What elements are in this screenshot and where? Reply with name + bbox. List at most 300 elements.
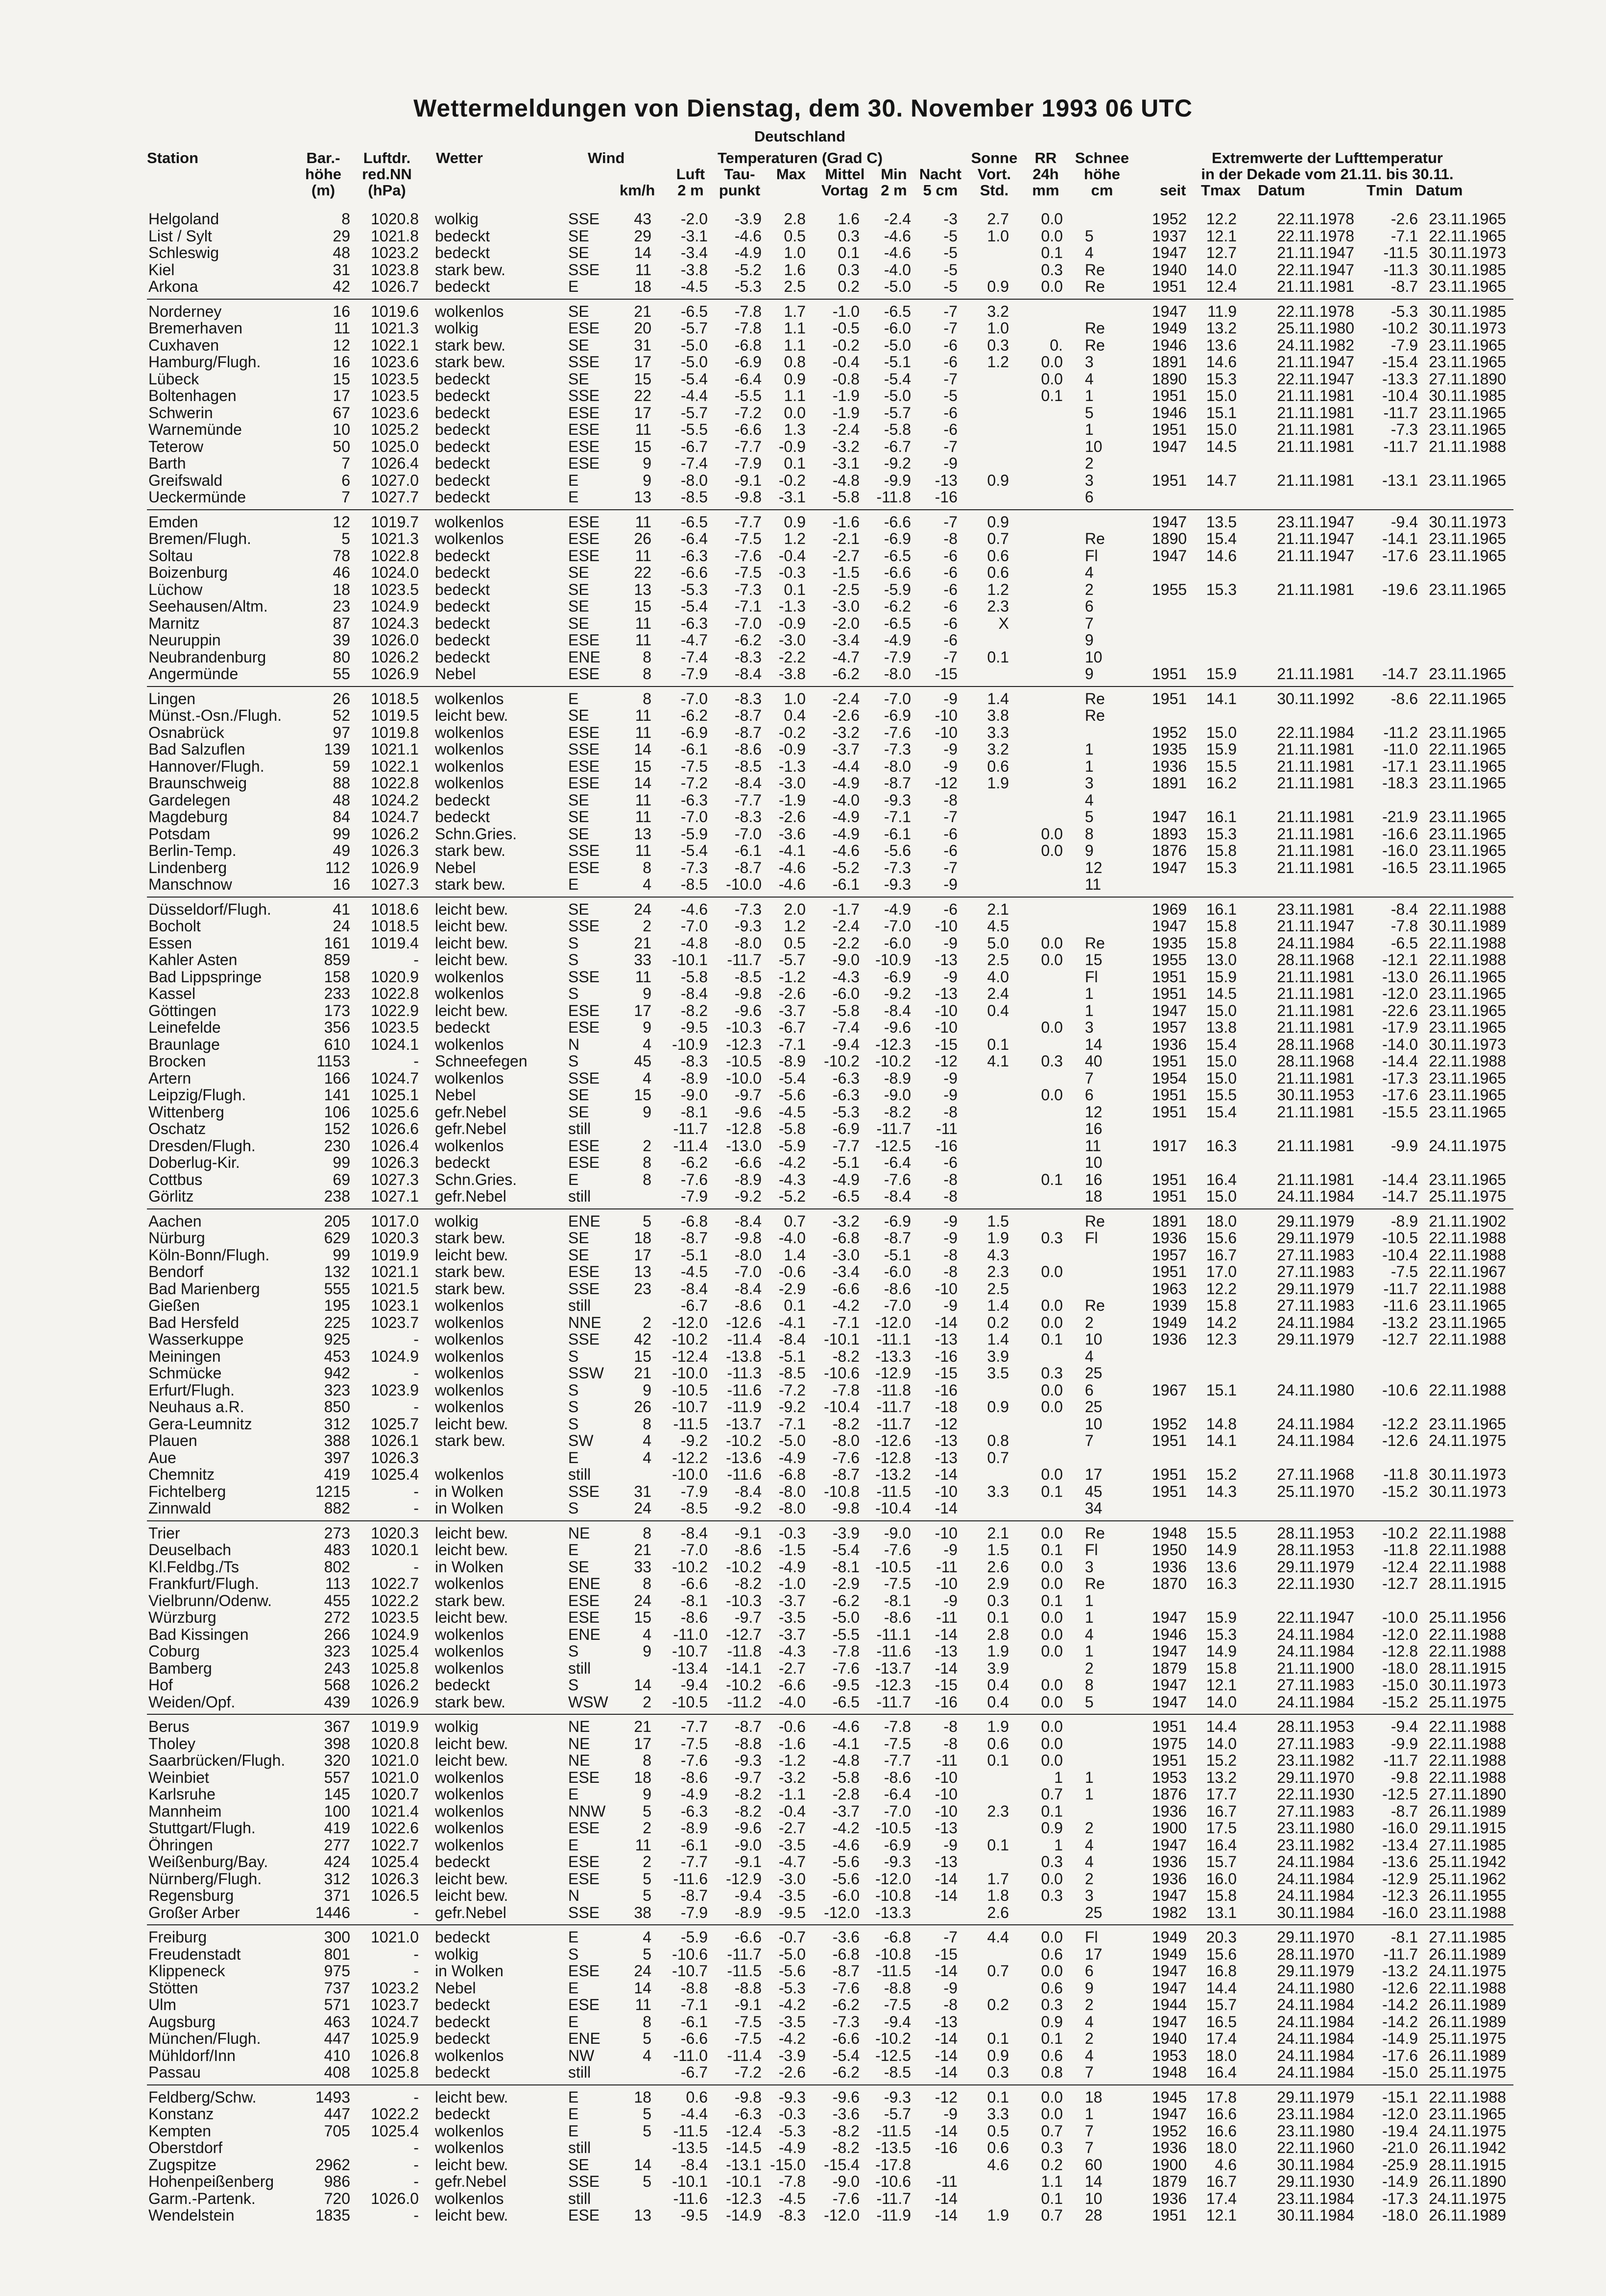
- cell-sonne-std: 2.6: [987, 1558, 1009, 1576]
- cell-luft-2m: -13.5: [672, 2139, 708, 2156]
- cell-rr-mm: [1021, 901, 1063, 918]
- cell-taupunkt: -12.4: [726, 2122, 762, 2140]
- cell-tmin: -15.0: [1382, 2063, 1418, 2081]
- cell-wind-richtung: NE: [568, 1752, 590, 1769]
- cell-bar-hoehe: 99: [333, 1154, 350, 1171]
- cell-wetter: leicht bew.: [435, 1734, 508, 1752]
- cell-sonne-std: 2.1: [987, 900, 1009, 918]
- cell-luftdruck: 1026.9: [371, 858, 419, 876]
- cell-tmin: [1357, 1500, 1418, 1516]
- cell-min-2m: -7.3: [884, 858, 911, 876]
- cell-wetter: gefr.Nebel: [435, 1187, 506, 1205]
- cell-seit: 1947: [1152, 917, 1187, 935]
- table-row: [0, 724, 1606, 741]
- cell-wind-richtung: E: [568, 2122, 579, 2140]
- cell-luftdruck: 1024.2: [371, 791, 419, 809]
- cell-max: -4.1: [778, 1313, 806, 1331]
- table-row: [0, 581, 1606, 598]
- cell-wind-richtung: SE: [568, 1558, 589, 1576]
- cell-wind-richtung: SSE: [568, 260, 600, 279]
- cell-mittel-vortag: -7.6: [832, 1979, 860, 1997]
- cell-tmin: [1357, 1348, 1418, 1365]
- cell-seit: 1948: [1152, 2063, 1187, 2081]
- cell-nacht-5cm: -14: [935, 2206, 958, 2224]
- cell-wind-richtung: S: [568, 1676, 579, 1694]
- cell-luftdruck: 1021.0: [371, 1768, 419, 1786]
- cell-tmax: [1195, 455, 1237, 472]
- cell-max: -4.5: [778, 1103, 806, 1121]
- table-row: [0, 1677, 1606, 1693]
- cell-wind-kmh: 18: [634, 278, 651, 295]
- cell-bar-hoehe: 850: [324, 1398, 350, 1416]
- cell-sonne-std: [967, 438, 1009, 455]
- cell-bar-hoehe: 859: [324, 951, 350, 969]
- table-row: [0, 1525, 1606, 1541]
- cell-mittel-vortag: -0.4: [832, 353, 860, 371]
- cell-luftdruck: 1021.4: [371, 1802, 419, 1820]
- cell-bar-hoehe: 571: [324, 1996, 350, 2013]
- cell-rr-mm: [1021, 1070, 1063, 1087]
- cell-schnee-cm: 2: [1085, 1870, 1094, 1888]
- cell-taupunkt: -8.8: [734, 1734, 762, 1752]
- cell-luftdruck: 1020.9: [371, 968, 419, 986]
- cell-luft-2m: -6.7: [680, 2063, 708, 2081]
- cell-sonne-std: [967, 665, 1009, 682]
- cell-schnee-cm: 2: [1085, 580, 1094, 598]
- cell-wind-kmh: 9: [643, 1381, 651, 1399]
- cell-seit: 1957: [1152, 1018, 1187, 1036]
- cell-luftdruck: 1022.8: [371, 546, 419, 565]
- cell-sonne-std: [967, 632, 1009, 648]
- header-mittel: Mittel Vortag: [821, 166, 868, 199]
- cell-datum-max: [1244, 792, 1354, 808]
- cell-max: -0.2: [778, 471, 806, 489]
- cell-min-2m: -13.2: [875, 1466, 911, 1483]
- cell-wind-kmh: 20: [634, 319, 651, 337]
- cell-wind-kmh: 33: [634, 1558, 651, 1576]
- cell-mittel-vortag: -10.2: [824, 1052, 860, 1070]
- cell-taupunkt: -8.4: [734, 774, 762, 792]
- cell-sonne-std: 2.9: [987, 1575, 1009, 1592]
- cell-bar-hoehe: 720: [324, 2189, 350, 2207]
- cell-nacht-5cm: -14: [935, 2063, 958, 2081]
- cell-taupunkt: -7.2: [734, 2063, 762, 2081]
- cell-sonne-std: [967, 842, 1009, 859]
- cell-luft-2m: -6.2: [680, 707, 708, 724]
- cell-mittel-vortag: -2.4: [832, 421, 860, 438]
- cell-station: Ueckermünde: [148, 488, 246, 506]
- cell-taupunkt: -7.5: [734, 564, 762, 581]
- header-datum-max: Datum: [1258, 182, 1305, 199]
- cell-tmax: 15.0: [1206, 421, 1237, 438]
- cell-tmin: -18.0: [1382, 1659, 1418, 1677]
- cell-rr-mm: 0.1: [1041, 1591, 1063, 1610]
- table-row: [0, 876, 1606, 893]
- cell-tmax: [1195, 632, 1237, 648]
- cell-min-2m: -12.9: [875, 1364, 911, 1382]
- cell-bar-hoehe: 16: [333, 302, 350, 320]
- cell-max: 2.8: [784, 210, 806, 228]
- cell-tmin: -15.2: [1382, 1482, 1418, 1500]
- cell-wind-kmh: [615, 1660, 651, 1677]
- cell-bar-hoehe: 320: [324, 1752, 350, 1769]
- cell-tmin: -19.6: [1382, 580, 1418, 598]
- cell-min-2m: -11.7: [876, 1693, 911, 1711]
- cell-luft-2m: -5.9: [680, 1928, 708, 1946]
- cell-nacht-5cm: -10: [935, 1001, 958, 1019]
- cell-datum-max: 21.11.1981: [1277, 1001, 1354, 1019]
- cell-wind-richtung: SSE: [568, 842, 600, 859]
- cell-wind-kmh: 11: [635, 1996, 651, 2013]
- cell-nacht-5cm: -8: [943, 1734, 958, 1752]
- cell-sonne-std: [967, 876, 1009, 893]
- cell-datum-min: 23.11.1965: [1429, 546, 1506, 565]
- cell-max: -8.0: [778, 1499, 806, 1517]
- cell-station: Neuruppin: [148, 631, 221, 649]
- cell-luftdruck: 1025.8: [371, 1659, 419, 1677]
- cell-sonne-std: 2.5: [987, 951, 1009, 969]
- header-temperaturen: Temperaturen (Grad C): [718, 149, 883, 166]
- cell-datum-max: 24.11.1980: [1277, 1979, 1354, 1997]
- cell-datum-max: 21.11.1981: [1277, 757, 1354, 775]
- table-row: [0, 1466, 1606, 1483]
- cell-rr-mm: 0.3: [1041, 1052, 1063, 1070]
- cell-datum-max: 21.11.1981: [1277, 580, 1354, 598]
- cell-seit: 1952: [1152, 1415, 1187, 1433]
- cell-taupunkt: -5.2: [734, 260, 762, 279]
- cell-tmax: 16.7: [1206, 2173, 1237, 2190]
- cell-tmax: [1195, 1592, 1237, 1609]
- cell-station: Nürnberg/Flugh.: [148, 1870, 262, 1888]
- cell-nacht-5cm: -10: [935, 707, 958, 724]
- cell-schnee-cm: 7: [1085, 614, 1094, 632]
- cell-tmax: 14.2: [1206, 1313, 1237, 1331]
- cell-sonne-std: 3.9: [987, 1659, 1009, 1677]
- cell-tmin: -12.8: [1382, 1642, 1418, 1660]
- cell-wind-richtung: still: [568, 1120, 591, 1137]
- cell-max: 0.5: [784, 934, 806, 952]
- table-row: [0, 842, 1606, 859]
- cell-wind-richtung: ESE: [568, 1154, 600, 1171]
- cell-taupunkt: -9.8: [734, 2088, 762, 2106]
- cell-tmax: 17.8: [1206, 2088, 1237, 2106]
- cell-sonne-std: 2.8: [987, 1625, 1009, 1643]
- cell-taupunkt: -9.0: [734, 1836, 762, 1854]
- cell-wind-richtung: WSW: [568, 1693, 608, 1711]
- cell-rr-mm: [1021, 724, 1063, 741]
- cell-seit: 1947: [1152, 1609, 1187, 1626]
- cell-min-2m: -13.5: [875, 2139, 911, 2156]
- cell-bar-hoehe: 1446: [315, 1903, 350, 1921]
- cell-wetter: in Wolken: [435, 1499, 503, 1517]
- cell-taupunkt: -14.5: [726, 2139, 762, 2156]
- cell-wetter: bedeckt: [435, 580, 490, 598]
- cell-min-2m: -6.4: [884, 1785, 911, 1803]
- cell-mittel-vortag: -3.4: [832, 1263, 860, 1280]
- cell-tmin: -14.9: [1382, 2030, 1418, 2047]
- cell-wind-richtung: ESE: [568, 513, 600, 531]
- cell-mittel-vortag: -2.6: [832, 707, 860, 724]
- cell-max: 0.5: [784, 227, 806, 245]
- cell-sonne-std: 1.2: [987, 353, 1009, 371]
- cell-taupunkt: -12.7: [726, 1625, 762, 1643]
- cell-nacht-5cm: -11: [936, 2173, 958, 2190]
- cell-datum-min: 23.11.1965: [1429, 723, 1506, 741]
- cell-wetter: wolkenlos: [435, 1466, 504, 1483]
- cell-nacht-5cm: -16: [935, 2139, 958, 2156]
- cell-wetter: stark bew.: [435, 1263, 506, 1280]
- cell-station: Nürburg: [148, 1229, 205, 1247]
- cell-mittel-vortag: -4.6: [832, 1836, 860, 1854]
- cell-wind-kmh: 5: [643, 1887, 651, 1904]
- cell-wind-richtung: SE: [568, 1086, 589, 1104]
- cell-luftdruck: 1019.7: [371, 513, 419, 531]
- cell-station: Stuttgart/Flugh.: [148, 1819, 256, 1837]
- cell-seit: 1948: [1152, 1524, 1187, 1542]
- table-row: [0, 1820, 1606, 1836]
- cell-luft-2m: -8.6: [680, 1768, 708, 1786]
- cell-tmin: [1357, 1592, 1418, 1609]
- cell-tmax: 15.5: [1206, 757, 1237, 775]
- cell-max: -2.7: [778, 1819, 806, 1837]
- cell-nacht-5cm: -18: [935, 1398, 958, 1416]
- cell-taupunkt: -9.1: [734, 1996, 762, 2013]
- cell-min-2m: -6.0: [884, 319, 911, 337]
- cell-luft-2m: -5.8: [680, 968, 708, 986]
- cell-wind-richtung: S: [568, 1347, 579, 1365]
- cell-tmax: 15.6: [1206, 1229, 1237, 1247]
- cell-datum-min: 26.11.1890: [1429, 2173, 1506, 2190]
- cell-tmin: -8.7: [1390, 278, 1418, 295]
- cell-schnee-cm: [1085, 901, 1134, 918]
- cell-station: Bendorf: [148, 1263, 204, 1280]
- cell-wind-kmh: 8: [643, 1154, 651, 1171]
- cell-tmin: -9.9: [1390, 1136, 1418, 1155]
- cell-datum-max: 24.11.1984: [1277, 1996, 1354, 2013]
- cell-datum-min: 23.11.1965: [1429, 1170, 1506, 1188]
- cell-max: 1.1: [784, 319, 806, 337]
- cell-luftdruck: 1026.6: [371, 1120, 419, 1137]
- cell-sonne-std: 0.1: [987, 2088, 1009, 2106]
- cell-tmax: [1195, 1120, 1237, 1137]
- table-row: [0, 808, 1606, 825]
- cell-datum-max: 24.11.1984: [1277, 1313, 1354, 1331]
- cell-seit: 1935: [1152, 740, 1187, 758]
- cell-station: Mannheim: [148, 1802, 222, 1820]
- cell-tmin: -16.0: [1382, 842, 1418, 859]
- cell-sonne-std: 2.4: [987, 985, 1009, 1002]
- cell-tmax: 16.1: [1206, 900, 1237, 918]
- cell-bar-hoehe: 113: [325, 1575, 350, 1592]
- cell-nacht-5cm: -8: [943, 1996, 958, 2013]
- cell-tmin: -14.1: [1382, 530, 1418, 547]
- cell-taupunkt: -7.1: [734, 597, 762, 615]
- cell-nacht-5cm: -15: [935, 1676, 958, 1694]
- cell-luft-2m: -5.7: [680, 319, 708, 337]
- cell-sonne-std: 1.9: [987, 2206, 1009, 2224]
- cell-schnee-cm: 1: [1085, 1768, 1094, 1786]
- cell-rr-mm: 0.9: [1041, 2012, 1063, 2031]
- cell-seit: 1936: [1152, 1558, 1187, 1576]
- cell-datum-min: 23.11.1965: [1429, 471, 1506, 489]
- cell-tmax: [1195, 649, 1237, 665]
- cell-mittel-vortag: -10.8: [824, 1482, 860, 1500]
- cell-tmin: -12.6: [1382, 1432, 1418, 1449]
- table-row: [0, 1348, 1606, 1365]
- cell-nacht-5cm: -3: [943, 210, 958, 228]
- cell-nacht-5cm: -8: [943, 1246, 958, 1264]
- cell-luft-2m: -4.4: [680, 2105, 708, 2123]
- cell-tmin: -12.4: [1382, 1558, 1418, 1576]
- cell-wetter: Schn.Gries.: [435, 825, 517, 843]
- cell-luftdruck: 1027.1: [371, 1187, 419, 1205]
- cell-rr-mm: [1021, 1660, 1063, 1677]
- cell-tmin: -11.8: [1383, 1466, 1418, 1483]
- cell-mittel-vortag: -5.1: [832, 1154, 860, 1171]
- table-row: [0, 1053, 1606, 1069]
- cell-rr-mm: [1021, 775, 1063, 791]
- cell-station: Kassel: [148, 985, 196, 1002]
- cell-wetter: wolkenlos: [435, 1625, 504, 1643]
- table-row: [0, 985, 1606, 1002]
- cell-min-2m: -6.5: [884, 614, 911, 632]
- cell-bar-hoehe: 1153: [316, 1052, 350, 1070]
- cell-station: Dresden/Flugh.: [148, 1136, 256, 1155]
- cell-datum-max: 21.11.1981: [1277, 842, 1354, 859]
- cell-mittel-vortag: -5.5: [832, 1625, 860, 1643]
- cell-mittel-vortag: -9.8: [832, 1499, 860, 1517]
- cell-schnee-cm: 3: [1085, 1018, 1094, 1036]
- cell-bar-hoehe: 106: [324, 1103, 350, 1121]
- cell-mittel-vortag: -8.2: [832, 2122, 860, 2140]
- cell-tmin: -5.3: [1390, 302, 1418, 320]
- cell-datum-min: 22.11.1988: [1429, 1734, 1506, 1752]
- cell-mittel-vortag: 0.1: [838, 244, 860, 261]
- cell-wetter: bedeckt: [435, 564, 490, 581]
- cell-schnee-cm: 1: [1085, 740, 1094, 758]
- cell-datum-min: 23.11.1965: [1429, 580, 1506, 598]
- cell-seit: 1947: [1152, 858, 1187, 876]
- cell-station: Vielbrunn/Odenw.: [148, 1591, 272, 1610]
- cell-min-2m: -7.8: [884, 1718, 911, 1735]
- cell-wetter: Nebel: [435, 665, 476, 683]
- cell-sonne-std: [967, 455, 1009, 472]
- cell-mittel-vortag: -3.2: [832, 723, 860, 741]
- cell-wind-kmh: 38: [634, 1903, 651, 1921]
- cell-tmin: -10.6: [1382, 1381, 1418, 1399]
- cell-mittel-vortag: -2.7: [832, 546, 860, 565]
- cell-schnee-cm: 9: [1085, 665, 1094, 683]
- cell-tmin: [1357, 615, 1418, 632]
- cell-wind-richtung: ESE: [568, 437, 600, 455]
- cell-luftdruck: 1018.5: [371, 689, 419, 708]
- cell-bar-hoehe: 557: [324, 1768, 350, 1786]
- cell-taupunkt: -9.3: [734, 917, 762, 935]
- cell-luft-2m: -8.0: [680, 471, 708, 489]
- cell-rr-mm: [1021, 581, 1063, 598]
- cell-tmax: 14.0: [1206, 1693, 1237, 1711]
- cell-wind-richtung: S: [568, 1499, 579, 1517]
- cell-taupunkt: -11.4: [727, 1330, 762, 1348]
- cell-bar-hoehe: 801: [324, 1945, 350, 1963]
- cell-bar-hoehe: 67: [333, 403, 350, 422]
- cell-luft-2m: -7.9: [680, 1187, 708, 1205]
- cell-seit: 1951: [1152, 689, 1187, 708]
- cell-luft-2m: -6.4: [680, 530, 708, 547]
- cell-mittel-vortag: -6.2: [832, 665, 860, 683]
- cell-bar-hoehe: 97: [333, 723, 350, 741]
- cell-min-2m: -12.5: [875, 2046, 911, 2064]
- cell-rr-mm: 0.6: [1041, 1979, 1063, 1997]
- cell-rr-mm: [1021, 1036, 1063, 1053]
- cell-tmax: 17.0: [1206, 1263, 1237, 1280]
- cell-mittel-vortag: -0.8: [832, 370, 860, 388]
- cell-wind-richtung: SE: [568, 825, 589, 843]
- cell-bar-hoehe: 161: [324, 934, 350, 952]
- cell-tmin: -10.4: [1382, 1246, 1418, 1264]
- cell-luft-2m: -6.9: [680, 723, 708, 741]
- cell-sonne-std: X: [998, 614, 1009, 632]
- cell-mittel-vortag: -7.6: [832, 2189, 860, 2207]
- cell-nacht-5cm: -14: [935, 1887, 958, 1904]
- cell-mittel-vortag: -6.5: [832, 1187, 860, 1205]
- cell-station: Manschnow: [148, 876, 232, 893]
- cell-taupunkt: -8.7: [734, 1718, 762, 1735]
- cell-tmin: -15.5: [1382, 1103, 1418, 1121]
- cell-bar-hoehe: 447: [324, 2030, 350, 2047]
- cell-tmax: 16.2: [1206, 774, 1237, 792]
- cell-datum-min: 22.11.1988: [1429, 900, 1506, 918]
- cell-taupunkt: -13.7: [726, 1415, 762, 1433]
- cell-rr-mm: [1021, 1449, 1063, 1466]
- cell-schnee-cm: 7: [1085, 1069, 1094, 1087]
- cell-luft-2m: -12.0: [672, 1313, 708, 1331]
- cell-nacht-5cm: -14: [935, 1466, 958, 1483]
- cell-max: -0.3: [778, 564, 806, 581]
- cell-schnee-cm: Re: [1085, 336, 1105, 354]
- cell-min-2m: -8.7: [884, 774, 911, 792]
- cell-datum-min: 30.11.1973: [1429, 1676, 1506, 1694]
- cell-station: Großer Arber: [148, 1903, 240, 1921]
- cell-datum-min: 26.11.1955: [1429, 1887, 1506, 1904]
- cell-wind-kmh: 2: [643, 1136, 651, 1155]
- table-row: [0, 2190, 1606, 2207]
- cell-wind-kmh: [615, 1120, 651, 1137]
- cell-nacht-5cm: -6: [943, 421, 958, 438]
- cell-taupunkt: -13.6: [726, 1448, 762, 1467]
- cell-max: -3.5: [778, 1887, 806, 1904]
- cell-datum-min: [1418, 876, 1506, 893]
- cell-luft-2m: -5.0: [680, 353, 708, 371]
- cell-luft-2m: -5.9: [680, 825, 708, 843]
- cell-min-2m: -6.9: [884, 968, 911, 986]
- table-row: [0, 1154, 1606, 1171]
- cell-mittel-vortag: 0.3: [838, 260, 860, 279]
- cell-seit: 1951: [1152, 1170, 1187, 1188]
- cell-wetter: wolkenlos: [435, 1069, 504, 1087]
- cell-tmax: 15.7: [1206, 1853, 1237, 1870]
- cell-wetter: bedeckt: [435, 597, 490, 615]
- cell-sonne-std: 3.3: [987, 2105, 1009, 2123]
- cell-wind-richtung: E: [568, 471, 579, 489]
- cell-wind-richtung: SE: [568, 1229, 589, 1247]
- cell-wind-kmh: 8: [643, 1752, 651, 1769]
- cell-datum-max: [1244, 1348, 1354, 1365]
- cell-station: Karlsruhe: [148, 1785, 216, 1803]
- cell-tmin: -15.2: [1382, 1693, 1418, 1711]
- cell-station: Augsburg: [148, 2012, 216, 2031]
- cell-rr-mm: [1021, 438, 1063, 455]
